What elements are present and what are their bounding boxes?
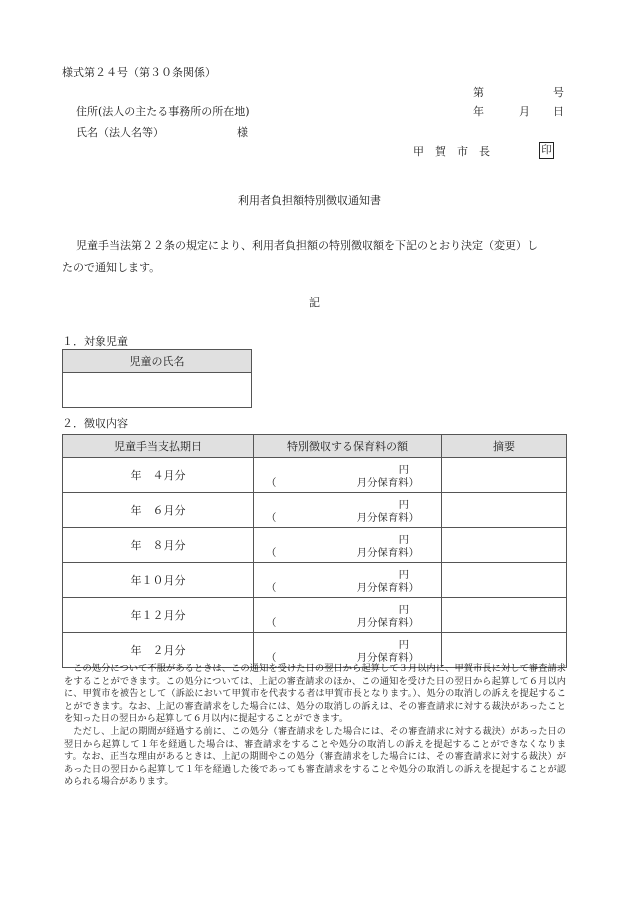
payment-date-cell: 年１２月分 — [63, 598, 254, 633]
yen-unit: 円 — [398, 499, 409, 511]
paren-open: （ — [266, 582, 277, 594]
doc-number-prefix: 第 — [473, 86, 484, 99]
monthly-fee-label: 月分保育料） — [356, 582, 419, 594]
amount-cell — [254, 493, 442, 528]
appeal-notice — [64, 663, 566, 789]
table-row — [63, 598, 567, 633]
amount-cell — [254, 458, 442, 493]
remarks-cell — [442, 493, 567, 528]
monthly-fee-label: 月分保育料） — [356, 477, 419, 489]
body-line-1: 児童手当法第２２条の規定により、利用者負担額の特別徴収額を下記のとおり決定（変更）し — [76, 239, 538, 252]
collection-table — [62, 434, 567, 668]
payment-date-cell: 年 ６月分 — [63, 493, 254, 528]
issuer-title: 甲 賀 市 長 — [413, 145, 490, 158]
table-row — [63, 563, 567, 598]
yen-unit: 円 — [398, 639, 409, 651]
body-line-2: たので通知します。 — [62, 261, 161, 274]
paren-open: （ — [266, 512, 277, 524]
amount-cell — [254, 528, 442, 563]
yen-unit: 円 — [398, 464, 409, 476]
payment-date-cell: 年 ８月分 — [63, 528, 254, 563]
seal-mark: 印 — [539, 142, 554, 159]
remarks-header: 摘要 — [442, 435, 567, 458]
recipient-address-label: 住所(法人の主たる事務所の所在地) — [76, 105, 250, 118]
date-year: 年 — [473, 105, 484, 118]
payment-date-cell: 年 ４月分 — [63, 458, 254, 493]
ki-label: 記 — [309, 296, 320, 309]
yen-unit: 円 — [398, 604, 409, 616]
amount-header: 特別徴収する保育料の額 — [254, 435, 442, 458]
remarks-cell — [442, 563, 567, 598]
form-number: 様式第２４号（第３０条関係） — [62, 66, 216, 79]
paren-open: （ — [266, 652, 277, 664]
payment-date-cell: 年 ２月分 — [63, 633, 254, 668]
date-day: 日 — [553, 105, 564, 118]
monthly-fee-label: 月分保育料） — [356, 547, 419, 559]
child-table — [62, 349, 252, 408]
notice-paragraph-1: この処分について不服があるときは、この通知を受けた日の翌日から起算して３月以内に、甲賀市長に対して審査請求をすることができます。この処分については、上記の審査請求のほか、この通知を受けた日の翌日から起算して６月以内に、甲賀市を被告として（訴訟において甲賀市を代表する者は甲賀市長となります。）、処分の取消しの訴えを提起することができます。なお、上記の審査請求をした場合には、処分の取消しの訴えは、その審査請求に対する裁決があったことを知った日の翌日から起算して６月以内に提起することができます。 — [64, 663, 566, 725]
monthly-fee-label: 月分保育料） — [356, 512, 419, 524]
doc-number-suffix: 号 — [553, 86, 564, 99]
amount-cell — [254, 563, 442, 598]
notice-paragraph-2: ただし、上記の期間が経過する前に、この処分（審査請求をした場合には、その審査請求に対する裁決）があった日の翌日から起算して１年を経過した場合は、審査請求をすることや処分の取消しの訴えを提起することができなくなります。なお、正当な理由があるときは、上記の期間やこの処分（審査請求をした場合には、その審査請求に対する裁決）があった日の翌日から起算して１年を経過した後であっても審査請求をすることや処分の取消しの訴えを提起することが認められる場合があります。 — [64, 725, 566, 788]
child-name-header: 児童の氏名 — [63, 350, 252, 373]
section1-heading: １．対象児童 — [62, 335, 128, 348]
recipient-name-label: 氏名（法人名等） — [76, 126, 164, 139]
paren-open: （ — [266, 547, 277, 559]
remarks-cell — [442, 598, 567, 633]
remarks-cell — [442, 458, 567, 493]
date-month: 月 — [519, 105, 530, 118]
yen-unit: 円 — [398, 569, 409, 581]
document-title: 利用者負担額特別徴収通知書 — [238, 194, 381, 207]
paren-open: （ — [266, 617, 277, 629]
yen-unit: 円 — [398, 534, 409, 546]
payment-date-cell: 年１０月分 — [63, 563, 254, 598]
paren-open: （ — [266, 477, 277, 489]
section2-heading: ２．徴収内容 — [62, 417, 128, 430]
payment-date-header: 児童手当支払期日 — [63, 435, 254, 458]
amount-cell — [254, 598, 442, 633]
remarks-cell — [442, 528, 567, 563]
child-name-cell — [63, 373, 252, 408]
monthly-fee-label: 月分保育料） — [356, 652, 419, 664]
table-row — [63, 458, 567, 493]
table-row — [63, 528, 567, 563]
table-row — [63, 493, 567, 528]
recipient-honorific: 様 — [237, 126, 248, 139]
monthly-fee-label: 月分保育料） — [356, 617, 419, 629]
